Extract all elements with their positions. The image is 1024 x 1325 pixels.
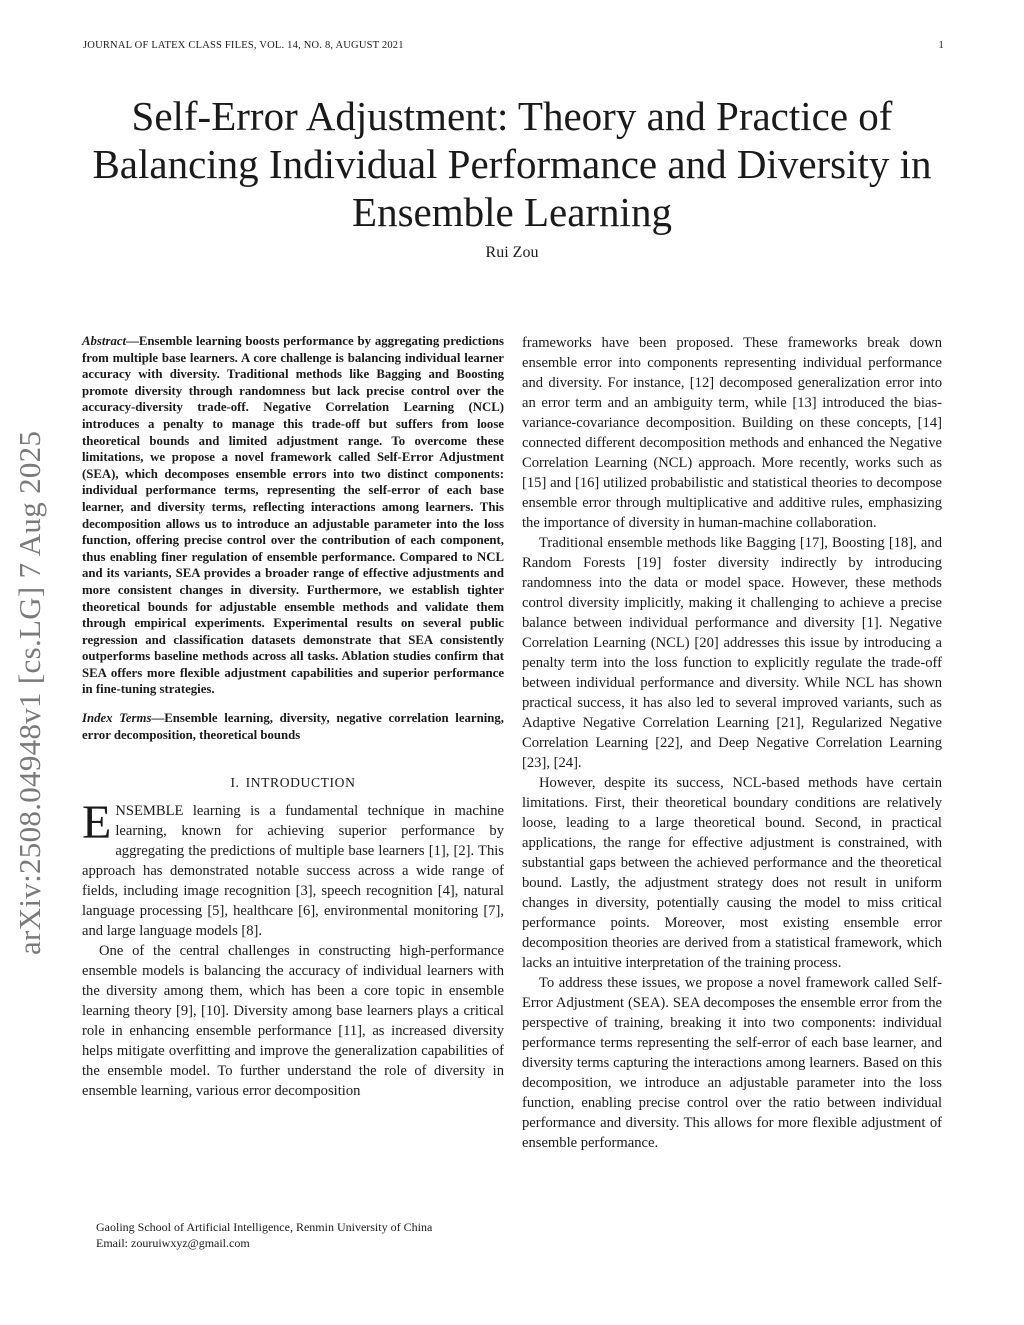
intro-paragraph-1 <box>82 796 504 941</box>
arxiv-stamp: arXiv:2508.04948v1 [cs.LG] 7 Aug 2025 <box>12 430 47 955</box>
drop-cap: E <box>82 796 112 850</box>
author-name: Rui Zou <box>485 244 539 261</box>
journal-header: JOURNAL OF LATEX CLASS FILES, VOL. 14, NO. 8, AUGUST 2021 <box>83 40 404 51</box>
right-column <box>522 333 942 1153</box>
footnote-email: Email: zouruiwxyz@gmail.com <box>96 1236 250 1250</box>
footnote-affiliation: Gaoling School of Artificial Intelligence, Renmin University of China <box>96 1220 433 1234</box>
index-terms: Index Terms—Ensemble learning, diversity, negative correlation learning, error decomposition, theoretical bounds <box>82 711 504 742</box>
left-column <box>82 333 504 1101</box>
paper-title: Self-Error Adjustment: Theory and Practice of Balancing Individual Performance and Diversity in Ensemble Learning <box>92 93 932 235</box>
section-title: INTRODUCTION <box>245 775 356 791</box>
abstract: Abstract—Ensemble learning boosts performance by aggregating predictions from multiple base learners. A core challenge is balancing individual learner accuracy with diversity. Traditional methods like Bagging and Boosting promote diversity through randomness but lack precise control over the accuracy-diversity trade-off. Negative Correlation Learning (NCL) introduces a penalty to manage this trade-off but suffers from loose theoretical bounds and limited adjustment range. To overcome these limitations, we propose a novel framework called Self-Error Adjustment (SEA), which decomposes ensemble errors into two distinct components: individual performance terms, representing the self-error of each base learner, and diversity terms, reflecting interactions among learners. This decomposition allows us to introduce an adjustable parameter into the loss function, offering precise control over the contribution of each component, thus enabling finer regulation of ensemble performance. Compared to NCL and its variants, SEA provides a broader range of effective adjustments and more consistent changes in diversity. Furthermore, we establish tighter theoretical bounds for adjustable ensemble methods and validate them through empirical experiments. Experimental results on several public regression and classification datasets demonstrate that SEA consistently outperforms baseline methods across all tasks. Ablation studies confirm that SEA offers more flexible adjustment capabilities and superior performance in fine-tuning strategies. <box>82 334 504 697</box>
intro-paragraph-3: Traditional ensemble methods like Bagging [17], Boosting [18], and Random Forests [19] foster diversity indirectly by introducing randomness into the data or model space. However, these methods control diversity implicitly, making it challenging to achieve a precise balance between individual performance and diversity [1]. Negative Correlation Learning (NCL) [20] addresses this issue by introducing a penalty term into the loss function to explicitly regulate the trade-off between individual performance and diversity. While NCL has shown practical success, it has also led to several improved variants, such as Adaptive Negative Correlation Learning [21], Regularized Negative Correlation Learning [22], and Deep Negative Correlation Learning [23], [24]. <box>522 535 942 771</box>
page-number: 1 <box>938 40 944 51</box>
section-number: I. <box>230 775 240 791</box>
intro-paragraph-4: However, despite its success, NCL-based methods have certain limitations. First, their theoretical boundary conditions are relatively loose, leading to a large theoretical bound. Second, in practical applications, the range for effective adjustment is constrained, with substantial gaps between the achieved performance and the theoretical bound. Lastly, the adjustment strategy does not result in uniform changes in diversity, potentially causing the model to miss critical performance points. Moreover, most existing ensemble error decomposition theories are derived from a statistical framework, which lacks an intuitive interpretation of the training process. <box>522 775 942 971</box>
abstract-text: Ensemble learning boosts performance by aggregating predictions from multiple base learners. A core challenge is balancing individual learner accuracy with diversity. Traditional methods like Bagging and Boosting promote diversity through randomness but lack precise control over the accuracy-diversity trade-off. Negative Correlation Learning (NCL) introduces a penalty to manage this trade-off but suffers from loose theoretical bounds and limited adjustment range. To overcome these limitations, we propose a novel framework called Self-Error Adjustment (SEA), which decomposes ensemble errors into two distinct components: individual performance terms, representing the self-error of each base learner, and diversity terms, reflecting interactions among learners. This decomposition allows us to introduce an adjustable parameter into the loss function, offering precise control over the contribution of each component, thus enabling finer regulation of ensemble performance. Compared to NCL and its variants, SEA provides a broader range of effective adjustments and more consistent changes in diversity. Furthermore, we establish tighter theoretical bounds for adjustable ensemble methods and validate them through empirical experiments. Experimental results on several public regression and classification datasets demonstrate that SEA consistently outperforms baseline methods across all tasks. Ablation studies confirm that SEA offers more flexible adjustment capabilities and superior performance in fine-tuning strategies. <box>82 334 504 697</box>
intro-paragraph-1-text: NSEMBLE learning is a fundamental technique in machine learning, known for achieving superior performance by aggregating the predictions of multiple base learners [1], [2]. This approach has demonstrated notable success across a wide range of fields, including image recognition [3], speech recognition [4], natural language processing [5], healthcare [6], environmental monitoring [7], and large language models [8]. <box>82 803 504 940</box>
intro-paragraph-2: One of the central challenges in constructing high-performance ensemble models is balancing the accuracy of individual learners with the diversity among them, which has been a core topic in ensemble learning theory [9], [10]. Diversity among base learners plays a critical role in enhancing ensemble performance [11], as increased diversity helps mitigate overfitting and improve the generalization capabilities of the ensemble model. To further understand the role of diversity in ensemble learning, various error decomposition <box>82 943 504 1100</box>
abstract-label: Abstract <box>82 334 127 348</box>
index-terms-label: Index Terms <box>82 711 152 726</box>
section-heading <box>82 773 504 793</box>
index-terms-text: Ensemble learning, diversity, negative correlation learning, error decomposition, theoretical bounds <box>82 711 504 742</box>
intro-paragraph-5: To address these issues, we propose a novel framework called Self-Error Adjustment (SEA). SEA decomposes the ensemble error from the perspective of training, breaking it into two components: individual performance terms representing the self-error of each base learner, and diversity terms capturing the interactions among learners. Based on this decomposition, we introduce an adjustable parameter into the loss function, enabling precise control over the ratio between individual performance and diversity. This allows for more flexible adjustment of ensemble performance. <box>522 975 942 1151</box>
intro-paragraph-2-continued: frameworks have been proposed. These frameworks break down ensemble error into components representing individual performance and diversity. For instance, [12] decomposed generalization error into an error term and an ambiguity term, while [13] introduced the bias-variance-covariance decomposition. Building on these concepts, [14] connected different decomposition methods and enhanced the Negative Correlation Learning (NCL) approach. More recently, works such as [15] and [16] utilized probabilistic and statistical theories to decompose ensemble error through multiplicative and additive rules, emphasizing the importance of diversity in human-machine collaboration. <box>522 335 942 531</box>
footnote <box>96 1219 516 1251</box>
